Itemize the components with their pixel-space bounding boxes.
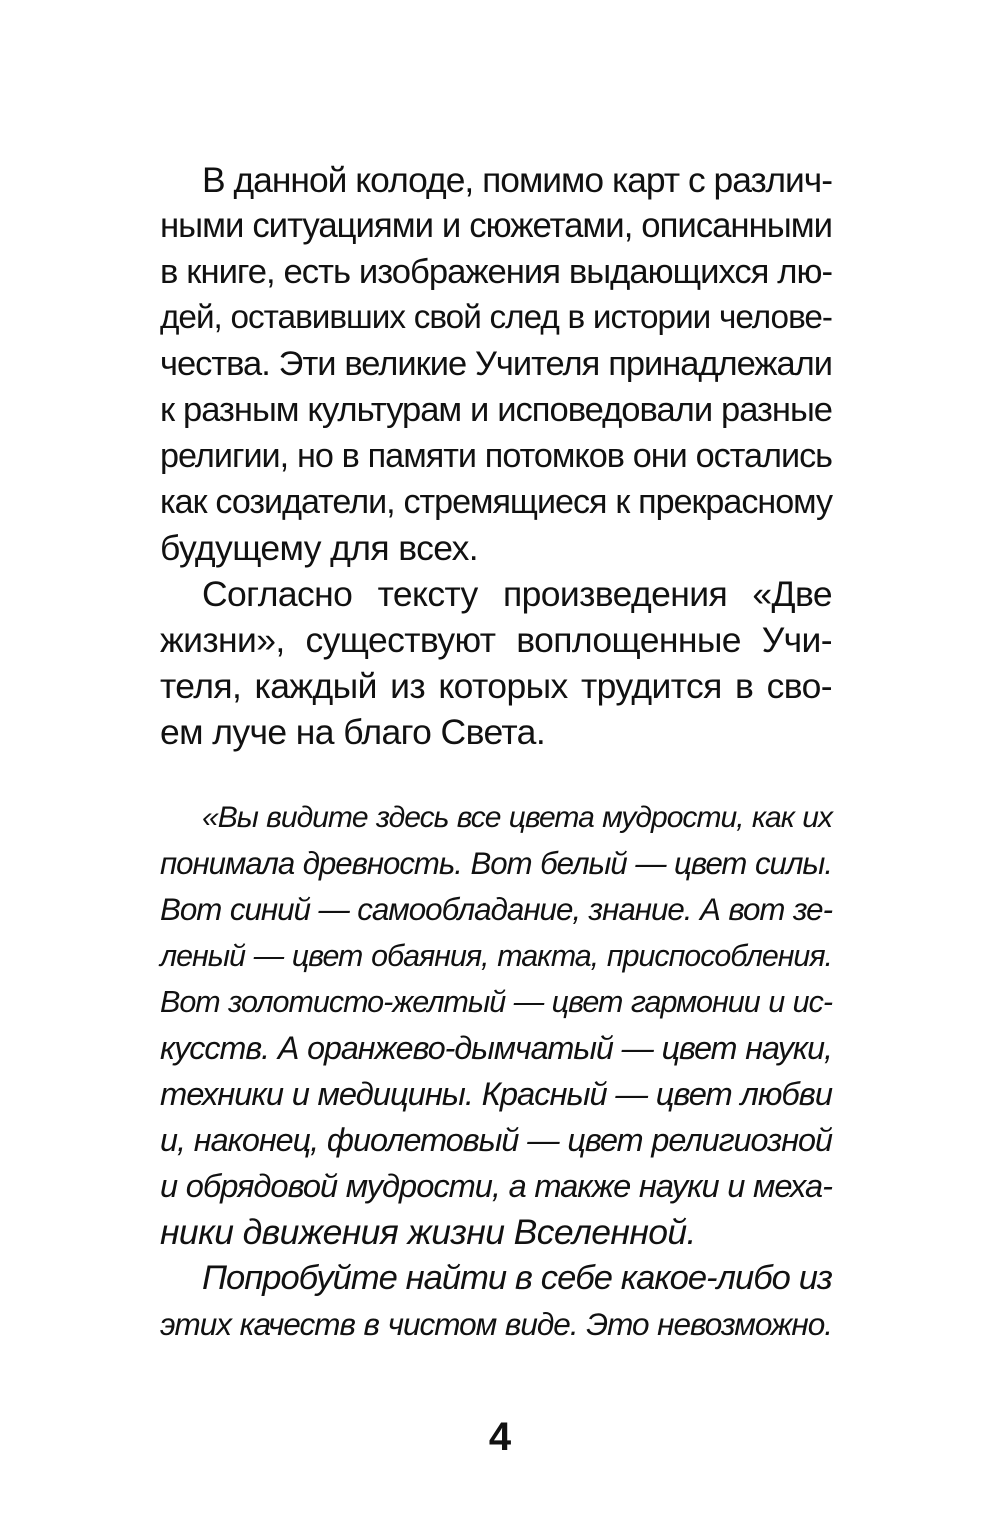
text-line: ными ситуациями и сюжетами, описанными bbox=[160, 207, 832, 245]
text-line: В данной колоде, помимо карт с различ- bbox=[202, 160, 832, 200]
text-line: теля, каждый из которых трудится в сво- bbox=[160, 666, 832, 706]
quote-line: ники движения жизни Вселенной. bbox=[160, 1212, 696, 1252]
quote-line: «Вы видите здесь все цвета мудрости, как их bbox=[202, 801, 832, 834]
quote-paragraph-1 bbox=[160, 795, 832, 1255]
quote-line: Попробуйте найти в себе какое-либо из bbox=[202, 1259, 832, 1297]
quote-line: Вот золотисто-желтый — цвет гармонии и ис- bbox=[160, 985, 832, 1019]
text-line: Согласно тексту произведения «Две bbox=[202, 574, 832, 614]
paragraph-1 bbox=[160, 157, 832, 571]
quote-line: кусств. А оранжево-дымчатый — цвет науки, bbox=[160, 1030, 832, 1066]
text-line: ем луче на благо Света. bbox=[160, 712, 546, 752]
text-line: как созидатели, стремящиеся к прекрасному bbox=[160, 483, 832, 521]
text-line: дей, оставивших свой след в истории челове- bbox=[160, 299, 832, 336]
quote-paragraph-2 bbox=[160, 1255, 832, 1347]
quote-line: этих качеств в чистом виде. Это невозможно. bbox=[160, 1306, 832, 1342]
text-line: религии, но в памяти потомков они остались bbox=[160, 437, 832, 475]
quote-block bbox=[160, 795, 832, 1347]
quote-line: и обрядовой мудрости, а также науки и меха- bbox=[160, 1167, 832, 1204]
page-number: 4 bbox=[488, 1415, 512, 1459]
main-text bbox=[160, 157, 832, 755]
quote-line: техники и медицины. Красный — цвет любви bbox=[160, 1075, 832, 1112]
text-line: чества. Эти великие Учителя принадлежали bbox=[160, 345, 832, 383]
text-line: к разным культурам и исповедовали разные bbox=[160, 391, 832, 429]
quote-line: леный — цвет обаяния, такта, приспособления. bbox=[160, 939, 832, 973]
text-line: будущему для всех. bbox=[160, 528, 479, 568]
quote-line: Вот синий — самообладание, знание. А вот зе- bbox=[160, 892, 832, 927]
quote-line: понимала древность. Вот белый — цвет силы. bbox=[160, 846, 832, 881]
quote-line: и, наконец, фиолетовый — цвет религиозной bbox=[160, 1122, 832, 1158]
text-line: в книге, есть изображения выдающихся лю- bbox=[160, 253, 832, 291]
text-line: жизни», существуют воплощенные Учи- bbox=[160, 620, 832, 660]
paragraph-2 bbox=[160, 571, 832, 755]
